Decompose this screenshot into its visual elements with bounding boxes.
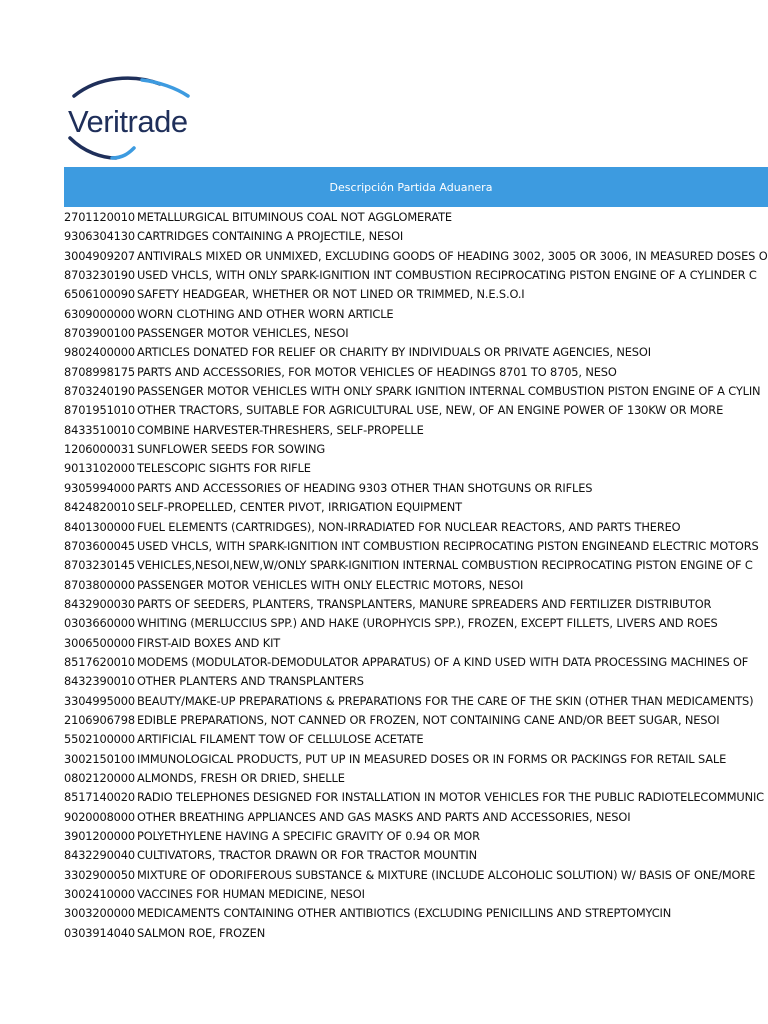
table-row: [64, 459, 768, 478]
tariff-description: SALMON ROE, FROZEN: [136, 925, 266, 940]
tariff-code: 8517620010: [64, 654, 135, 669]
table-row: [64, 653, 768, 672]
table-row: [64, 846, 768, 865]
tariff-description: OTHER BREATHING APPLIANCES AND GAS MASKS AND PARTS AND ACCESSORIES, NESOI: [136, 809, 631, 824]
tariff-description: SAFETY HEADGEAR, WHETHER OR NOT LINED OR TRIMMED, N.E.S.O.I: [136, 287, 525, 302]
tariff-code: 3002410000: [64, 887, 135, 902]
tariff-code: 3302900050: [64, 867, 135, 882]
tariff-code: 3006500000: [64, 635, 135, 650]
table-row: [64, 634, 768, 653]
tariff-code: 8424820010: [64, 500, 135, 515]
tariff-code: 0303914040: [64, 925, 135, 940]
tariff-code: 8401300000: [64, 519, 135, 534]
table-row: [64, 479, 768, 498]
tariff-code: 8701951010: [64, 403, 135, 418]
tariff-code: 8703240190: [64, 384, 135, 399]
tariff-code: 8703600045: [64, 538, 135, 553]
tariff-description: MIXTURE OF ODORIFEROUS SUBSTANCE & MIXTURE (INCLUDE ALCOHOLIC SOLUTION) W/ BASIS OF ONE/MORE: [136, 867, 756, 882]
tariff-code: 8432390010: [64, 674, 135, 689]
tariff-code: 5502100000: [64, 732, 135, 747]
table-row: [64, 576, 768, 595]
table-row: [64, 904, 768, 923]
tariff-description: PARTS AND ACCESSORIES, FOR MOTOR VEHICLES OF HEADINGS 8701 TO 8705, NESO: [136, 364, 617, 379]
tariff-description: OTHER TRACTORS, SUITABLE FOR AGRICULTURAL USE, NEW, OF AN ENGINE POWER OF 130KW OR MORE: [136, 403, 724, 418]
table-row: [64, 498, 768, 517]
table-row: [64, 305, 768, 324]
tariff-description: ARTIFICIAL FILAMENT TOW OF CELLULOSE ACETATE: [136, 732, 424, 747]
tariff-code: 3004909207: [64, 248, 135, 263]
table-row: [64, 808, 768, 827]
tariff-code: 8432290040: [64, 848, 135, 863]
tariff-code: 8432900030: [64, 596, 135, 611]
tariff-description: IMMUNOLOGICAL PRODUCTS, PUT UP IN MEASURED DOSES OR IN FORMS OR PACKINGS FOR RETAIL SALE: [136, 751, 727, 766]
veritrade-logo: [64, 74, 194, 164]
tariff-description: USED VHCLS, WITH ONLY SPARK-IGNITION INT COMBUSTION RECIPROCATING PISTON ENGINE OF A CYLINDER C: [136, 268, 757, 283]
tariff-code: 1206000031: [64, 442, 135, 457]
table-row: [64, 885, 768, 904]
tariff-code: 8708998175: [64, 364, 135, 379]
tariff-description: FIRST-AID BOXES AND KIT: [136, 635, 281, 650]
table-row: [64, 208, 768, 227]
tariff-code: 8517140020: [64, 790, 135, 805]
table-row: [64, 827, 768, 846]
tariff-code: 6309000000: [64, 306, 135, 321]
tariff-code: 9013102000: [64, 461, 135, 476]
tariff-description: SUNFLOWER SEEDS FOR SOWING: [136, 442, 326, 457]
column-header: Descripción Partida Aduanera: [329, 180, 493, 194]
tariff-description: OTHER PLANTERS AND TRANSPLANTERS: [136, 674, 364, 689]
table-row: [64, 227, 768, 246]
tariff-description: METALLURGICAL BITUMINOUS COAL NOT AGGLOMERATE: [136, 210, 452, 224]
tariff-description: BEAUTY/MAKE-UP PREPARATIONS & PREPARATIONS FOR THE CARE OF THE SKIN (OTHER THAN MEDICAMENTS): [136, 693, 754, 708]
table-row: [64, 556, 768, 575]
tariff-description: EDIBLE PREPARATIONS, NOT CANNED OR FROZEN, NOT CONTAINING CANE AND/OR BEET SUGAR, NESOI: [136, 712, 720, 727]
tariff-description: ANTIVIRALS MIXED OR UNMIXED, EXCLUDING GOODS OF HEADING 3002, 3005 OR 3006, IN MEASURED DOSES O: [136, 248, 768, 263]
tariff-description: ALMONDS, FRESH OR DRIED, SHELLE: [136, 770, 345, 785]
table-row: [64, 711, 768, 730]
table-row: [64, 537, 768, 556]
tariff-code: 3002150100: [64, 751, 135, 766]
tariff-code: 9306304130: [64, 229, 135, 244]
tariff-code: 8703230190: [64, 268, 135, 283]
table-row: [64, 401, 768, 420]
tariff-description: PASSENGER MOTOR VEHICLES, NESOI: [136, 326, 349, 341]
tariff-description: CARTRIDGES CONTAINING A PROJECTILE, NESOI: [136, 229, 404, 244]
tariff-code: 9802400000: [64, 345, 135, 360]
tariff-list: [64, 208, 768, 943]
tariff-code: 8703800000: [64, 577, 135, 592]
table-row: [64, 285, 768, 304]
table-row: [64, 266, 768, 285]
tariff-code: 8703230145: [64, 558, 135, 573]
tariff-description: VACCINES FOR HUMAN MEDICINE, NESOI: [136, 887, 365, 902]
table-row: [64, 924, 768, 943]
table-header: [64, 167, 768, 207]
table-row: [64, 692, 768, 711]
tariff-description: USED VHCLS, WITH SPARK-IGNITION INT COMBUSTION RECIPROCATING PISTON ENGINEAND ELECTRIC MOTORS: [136, 538, 759, 553]
tariff-description: WORN CLOTHING AND OTHER WORN ARTICLE: [136, 306, 394, 321]
tariff-description: VEHICLES,NESOI,NEW,W/ONLY SPARK-IGNITION INTERNAL COMBUSTION RECIPROCATING PISTON ENGINE OF C: [136, 558, 753, 573]
table-row: [64, 518, 768, 537]
tariff-code: 3304995000: [64, 693, 135, 708]
table-row: [64, 440, 768, 459]
table-row: [64, 750, 768, 769]
table-row: [64, 614, 768, 633]
table-row: [64, 324, 768, 343]
tariff-code: 6506100090: [64, 287, 135, 302]
tariff-code: 8703900100: [64, 326, 135, 341]
tariff-description: TELESCOPIC SIGHTS FOR RIFLE: [136, 461, 311, 476]
table-row: [64, 788, 768, 807]
table-row: [64, 382, 768, 401]
tariff-code: 3901200000: [64, 829, 135, 843]
tariff-description: SELF-PROPELLED, CENTER PIVOT, IRRIGATION EQUIPMENT: [136, 500, 462, 515]
tariff-code: 0802120000: [64, 770, 135, 785]
tariff-description: PASSENGER MOTOR VEHICLES WITH ONLY SPARK IGNITION INTERNAL COMBUSTION PISTON ENGINE OF A CYLIN: [136, 384, 761, 399]
table-row: [64, 421, 768, 440]
tariff-code: 2106906798: [64, 712, 135, 727]
table-row: [64, 343, 768, 362]
tariff-code: 9020008000: [64, 809, 135, 824]
tariff-code: 9305994000: [64, 480, 135, 495]
tariff-description: MEDICAMENTS CONTAINING OTHER ANTIBIOTICS (EXCLUDING PENICILLINS AND STREPTOMYCIN: [136, 906, 672, 921]
tariff-code: 8433510010: [64, 422, 135, 437]
tariff-description: POLYETHYLENE HAVING A SPECIFIC GRAVITY OF 0.94 OR MOR: [136, 829, 480, 843]
tariff-code: 2701120010: [64, 210, 135, 224]
table-row: [64, 247, 768, 266]
tariff-description: RADIO TELEPHONES DESIGNED FOR INSTALLATION IN MOTOR VEHICLES FOR THE PUBLIC RADIOTELECOMMUNIC: [136, 790, 764, 805]
tariff-description: WHITING (MERLUCCIUS SPP.) AND HAKE (UROPHYCIS SPP.), FROZEN, EXCEPT FILLETS, LIVERS AND ROES: [136, 616, 718, 631]
tariff-description: PASSENGER MOTOR VEHICLES WITH ONLY ELECTRIC MOTORS, NESOI: [136, 577, 524, 592]
tariff-code: 0303660000: [64, 616, 135, 631]
tariff-code: 3003200000: [64, 906, 135, 921]
table-row: [64, 769, 768, 788]
tariff-description: CULTIVATORS, TRACTOR DRAWN OR FOR TRACTOR MOUNTIN: [136, 848, 477, 863]
table-row: [64, 866, 768, 885]
tariff-description: FUEL ELEMENTS (CARTRIDGES), NON-IRRADIATED FOR NUCLEAR REACTORS, AND PARTS THEREO: [136, 519, 681, 534]
tariff-description: COMBINE HARVESTER-THRESHERS, SELF-PROPELLE: [136, 422, 424, 437]
table-row: [64, 595, 768, 614]
table-row: [64, 363, 768, 382]
tariff-description: PARTS AND ACCESSORIES OF HEADING 9303 OTHER THAN SHOTGUNS OR RIFLES: [136, 480, 593, 495]
tariff-description: PARTS OF SEEDERS, PLANTERS, TRANSPLANTERS, MANURE SPREADERS AND FERTILIZER DISTRIBUTOR: [136, 596, 712, 611]
brand-name: Veritrade: [68, 104, 188, 139]
tariff-description: ARTICLES DONATED FOR RELIEF OR CHARITY BY INDIVIDUALS OR PRIVATE AGENCIES, NESOI: [136, 345, 651, 360]
table-row: [64, 730, 768, 749]
tariff-description: MODEMS (MODULATOR-DEMODULATOR APPARATUS) OF A KIND USED WITH DATA PROCESSING MACHINES OF: [136, 654, 749, 669]
table-row: [64, 672, 768, 691]
